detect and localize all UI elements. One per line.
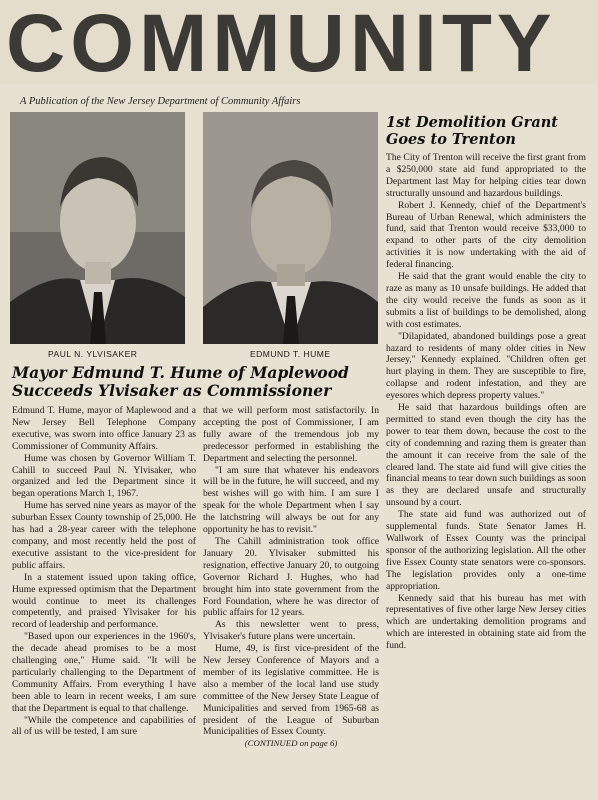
masthead	[0, 0, 598, 89]
paragraph: Robert J. Kennedy, chief of the Department's Bureau of Urban Renewal, which administers the fund, said that Trenton would receive $33,000 to expand to other parts of the city demolition activities it is now undertaking with the aid of federal financing.	[386, 199, 586, 271]
paragraph: In a statement issued upon taking office, Hume expressed optimism that the Department would continue to meet its challenges competently, and praised Ylvisaker for his record of leadership and performance.	[12, 571, 196, 631]
main-article-column-1	[12, 405, 196, 738]
paragraph: As this newsletter went to press, Ylvisaker's future plans were uncertain.	[203, 619, 379, 643]
paragraph: Hume was chosen by Governor William T. Cahill to succeed Paul N. Ylvisaker, who organized and led the Department since it began operations March 1, 1967.	[12, 452, 196, 500]
paragraph: that we will perform most satisfactorily. In accepting the post of Commissioner, I am fully aware of the tremendous job my predecessor performed in establishing the Department and selecting the personnel.	[203, 405, 379, 464]
paragraph: "I am sure that whatever his endeavors will be in the future, he will succeed, and my best wishes will go with him. I am sure I speak for the whole Department when I say the latchstring will always be out for any opportunity he has to revisit."	[203, 464, 379, 536]
ylvisaker-photo	[10, 112, 185, 344]
paragraph: "Dilapidated, abandoned buildings pose a great hazard to residents of many older cities in New Jersey," Kennedy explained. "Children often get hurt playing in them. They are susceptible to fire, collapse and rodent infestation, and they are eyesores which depress property values."	[386, 330, 586, 402]
paragraph: Hume, 49, is first vice-president of the New Jersey Conference of Mayors and a member of its legislative committee. He is also a member of the local land use study committee of the New Jersey State League of Municipalities and served from 1965-68 as president of the League of Suburban Municipalities of Essex County.	[203, 643, 379, 738]
publication-subtitle: A Publication of the New Jersey Department of Community Affairs	[20, 96, 301, 107]
hume-photo	[203, 112, 378, 344]
paragraph: He said that the grant would enable the city to raze as many as 10 unsafe buildings. He added that the city would receive the funds as soon as it submits a list of buildings to be demolished, along with cost estimates.	[386, 271, 586, 330]
paragraph: Kennedy said that his bureau has met with representatives of five other large New Jersey cities which are undertaking demolition programs and which are interested in obtaining state aid from the fund.	[386, 592, 586, 652]
paragraph: "While the competence and capabilities of all of us will be tested, I am sure	[12, 714, 196, 738]
side-article-column	[386, 152, 586, 652]
publication-title: COMMUNITY	[6, 0, 557, 89]
paragraph: He said that hazardous buildings often are permitted to stand even though the city has the power to tear them down, because the cost to the city of condemning and razing them is greater than the amount it can receive from the sale of the cleared land. The state aid fund will give cities the financial means to tear down such buildings as soon as they are declared unsafe and structurally unsound by a court.	[386, 402, 586, 509]
ylvisaker-caption: PAUL N. YLVISAKER	[48, 349, 138, 359]
main-headline: Mayor Edmund T. Hume of Maplewood Succeeds Ylvisaker as Commissioner	[12, 363, 349, 400]
continued-note: (CONTINUED on page 6)	[244, 738, 338, 749]
paragraph: The Cahill administration took office January 20. Ylvisaker submitted his resignation, effective January 20, to outgoing Governor Richard J. Hughes, who had brought him into state government from the Ford Foundation, where he was director of public affairs for 12 years.	[203, 535, 379, 619]
paragraph: "Based upon our experiences in the 1960's, the decade ahead promises to be a most challenging one," Hume said. "It will be particularly challenging to the Department of Community Affairs. From everything I have been able to learn in recent weeks, I am sure that the Department is equal to that challenge.	[12, 631, 196, 714]
paragraph: Hume has served nine years as mayor of the suburban Essex County township of 25,000. He has had a 28-year career with the telephone company, and most recently held the post of executive assistant to the vice-president for public affairs.	[12, 500, 196, 571]
portrait-illustration	[203, 112, 378, 344]
paragraph: Edmund T. Hume, mayor of Maplewood and a New Jersey Bell Telephone Company executive, was sworn into office January 23 as Commissioner of Community Affairs.	[12, 405, 196, 452]
portrait-illustration	[10, 112, 185, 344]
paragraph: The City of Trenton will receive the first grant from a $250,000 state aid fund appropriated to the Department last May for helping cities tear down structurally unsound and hazardous buildings.	[386, 152, 586, 199]
paragraph: The state aid fund was authorized out of supplemental funds. State Senator James H. Wallwork of Essex County was the principal sponsor of the authorizing legislation. All the other five Essex County state senators were co-sponsors. The legislation provides only a one-time appropriation.	[386, 509, 586, 592]
main-article-column-2	[203, 405, 379, 750]
side-headline: 1st Demolition Grant Goes to Trenton	[386, 114, 558, 148]
hume-caption: EDMUND T. HUME	[250, 349, 331, 359]
